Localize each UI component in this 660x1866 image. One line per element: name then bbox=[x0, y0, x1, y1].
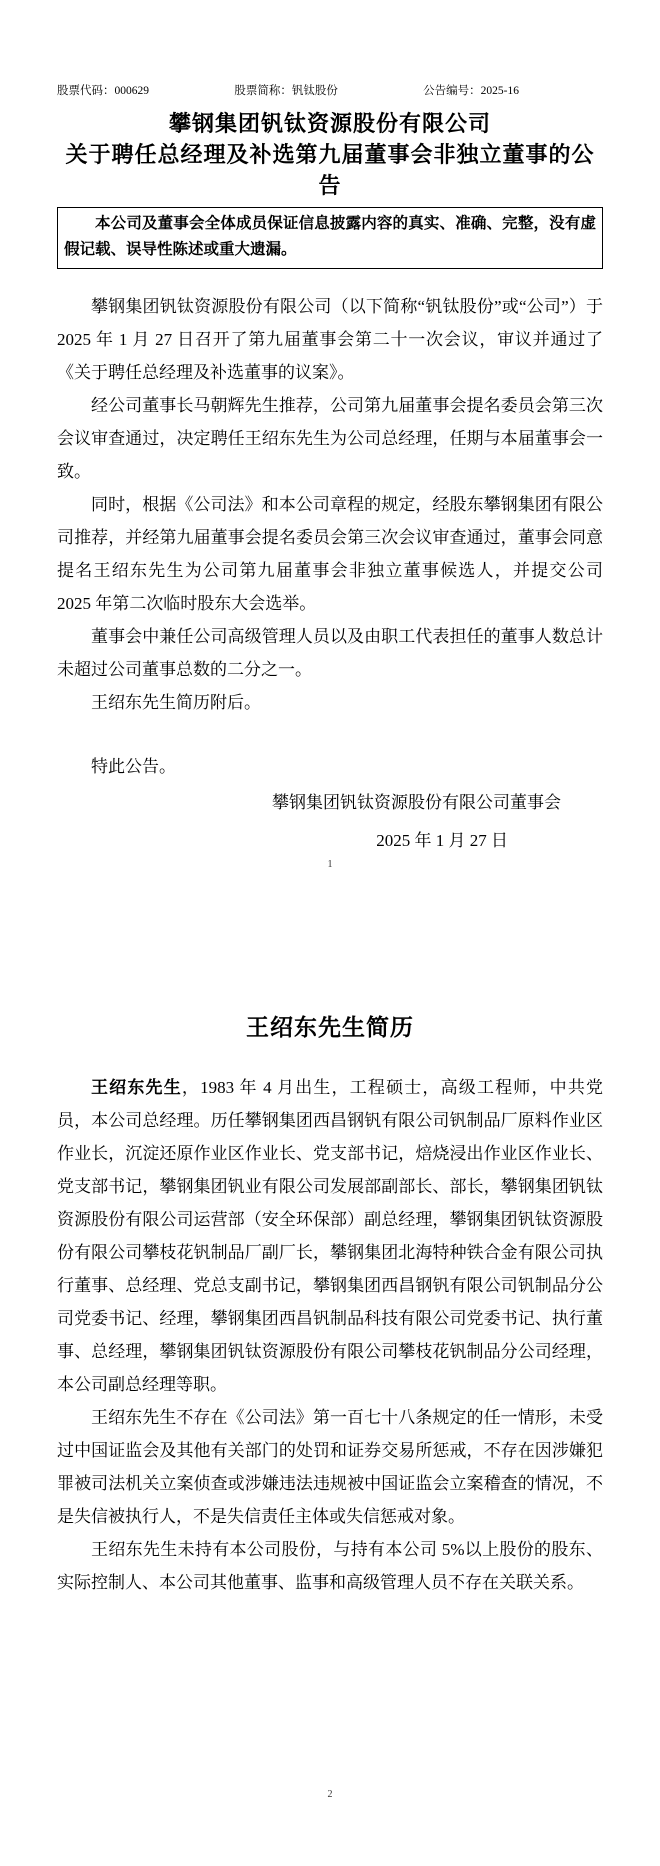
announcement-body bbox=[57, 290, 603, 857]
announcement-number: 公告编号：2025-16 bbox=[423, 85, 519, 97]
board-signature: 攀钢集团钒钛资源股份有限公司董事会 bbox=[272, 793, 561, 812]
announcement-date: 2025 年 1 月 27 日 bbox=[376, 831, 508, 850]
paragraph-nomination: 同时，根据《公司法》和本公司章程的规定，经股东攀钢集团有限公司推荐，并经第九届董事会提名委员会第三次会议审查通过，董事会同意提名王绍东先生为公司第九届董事会非独立董事候选人，并提交公司 2025 年第二次临时股东大会选举。 bbox=[57, 495, 603, 613]
stock-short-name: 股票简称：钒钛股份 bbox=[234, 85, 338, 97]
announcement-title: 关于聘任总经理及补选第九届董事会非独立董事的公告 bbox=[65, 142, 595, 198]
biography-text: ，1983 年 4 月出生，工程硕士，高级工程师，中共党员，本公司总经理。历任攀钢集团西昌钢钒有限公司钒制品厂原料作业区作业长，沉淀还原作业区作业长、党支部书记，焙烧浸出作业区作业长、党支部书记，攀钢集团钒业有限公司发展部副部长、部长，攀钢集团钒钛资源股份有限公司运营部（安全环保部）副总经理，攀钢集团钒钛资源股份有限公司攀枝花钒制品厂副厂长，攀钢集团北海特种铁合金有限公司执行董事、总经理、党总支副书记，攀钢集团西昌钢钒有限公司钒制品分公司党委书记、经理，攀钢集团西昌钒制品科技有限公司党委书记、执行董事、总经理，攀钢集团钒钛资源股份有限公司攀枝花钒制品分公司经理，本公司副总经理等职。 bbox=[57, 1078, 604, 1394]
resume-heading: 王绍东先生简历 bbox=[246, 1015, 414, 1040]
biography-name-lead: 王绍东先生 bbox=[91, 1078, 182, 1097]
paragraph-shareholding: 王绍东先生未持有本公司股份，与持有本公司 5%以上股份的股东、实际控制人、本公司其他董事、监事和高级管理人员不存在关联关系。 bbox=[57, 1540, 603, 1592]
stock-code: 股票代码：000629 bbox=[57, 85, 149, 97]
paragraph-appointment: 经公司董事长马朝辉先生推荐，公司第九届董事会提名委员会第三次会议审查通过，决定聘任王绍东先生为公司总经理，任期与本届董事会一致。 bbox=[57, 396, 603, 481]
paragraph-biography bbox=[57, 1071, 603, 1401]
company-name-title: 攀钢集团钒钛资源股份有限公司 bbox=[168, 111, 491, 136]
paragraph-resume-attached: 王绍东先生简历附后。 bbox=[91, 693, 261, 712]
page-number-2: 2 bbox=[327, 1789, 333, 1800]
stock-info-header bbox=[57, 83, 603, 99]
page-number-1: 1 bbox=[327, 859, 333, 870]
paragraph-board-composition: 董事会中兼任公司高级管理人员以及由职工代表担任的董事人数总计未超过公司董事总数的二分之一。 bbox=[57, 627, 603, 679]
resume-body bbox=[57, 1071, 603, 1599]
paragraph-meeting: 攀钢集团钒钛资源股份有限公司（以下简称“钒钛股份”或“公司”）于 2025 年 1 月 27 日召开了第九届董事会第二十一次会议，审议并通过了《关于聘任总经理及补选董事的议案》。 bbox=[57, 297, 603, 382]
closing-statement: 特此公告。 bbox=[91, 757, 176, 776]
page-2 bbox=[0, 933, 660, 1866]
paragraph-compliance: 王绍东先生不存在《公司法》第一百七十八条规定的任一情形，未受过中国证监会及其他有关部门的处罚和证券交易所惩戒，不存在因涉嫌犯罪被司法机关立案侦查或涉嫌违法违规被中国证监会立案稽查的情况，不是失信被执行人，不是失信责任主体或失信惩戒对象。 bbox=[57, 1408, 603, 1526]
disclosure-notice-text: 本公司及董事会全体成员保证信息披露内容的真实、准确、完整，没有虚假记载、误导性陈述或重大遗漏。 bbox=[64, 215, 596, 258]
disclosure-notice-box bbox=[57, 207, 603, 269]
